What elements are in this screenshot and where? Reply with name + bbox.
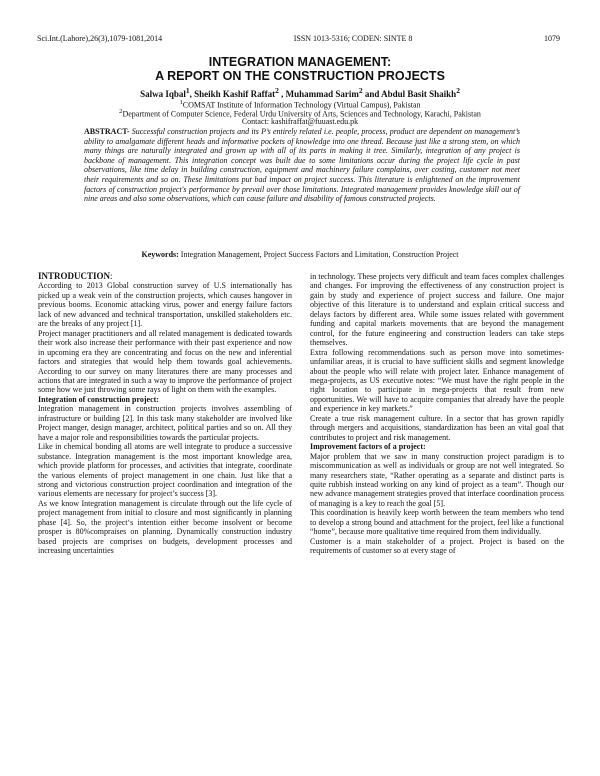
- keywords-label: Keywords:: [141, 250, 179, 259]
- abstract-label: ABSTRACT-: [84, 127, 130, 136]
- paragraph: Integration management in construction projects involves assembling of infrastructure or building [2]. In this task many stakeholder are involved like Project manger, design manager, architect, political parties and so on. All they have a major role and responsibilities towards the particular projects.: [38, 404, 292, 442]
- paragraph: This coordination is heavily keep worth between the team members who tend to develop a strong bound and attachment for the project, feel like a functional “home”, because more qualitative time required from them individually.: [310, 508, 564, 537]
- author-4: and Abdul Basit Shaikh: [362, 89, 457, 99]
- journal-citation: Sci.Int.(Lahore),26(3),1079-1081,2014: [37, 34, 163, 43]
- issn-coden: ISSN 1013-5316; CODEN: SINTE 8: [293, 34, 413, 43]
- section-heading-introduction: INTRODUCTION:: [38, 271, 113, 281]
- paragraph: Project manager practitioners and all related management is dedicated towards their work also increase their performance with their past experience and now in upcoming era they are concentrating and focus on the new and inferential factors and strategies that would help them towards goal achievements. According to our survey on many literatures there are many processes and actions that are integrated in such a way to improve the performance of project some how we just throwing some rays of light on them with the examples.: [38, 328, 292, 395]
- keywords-text: Integration Management, Project Success Factors and Limitation, Construction Project: [178, 250, 459, 259]
- body-column-left: [38, 272, 292, 556]
- contact-email: Contact: kashifraffat@fuuast.edu.pk: [241, 117, 359, 126]
- author-1: Salwa Iqbal: [140, 89, 186, 99]
- author-3: , Muhammad Sarim: [278, 89, 359, 99]
- paper-title: [0, 55, 600, 83]
- author-2-affil: 2: [275, 86, 279, 95]
- affiliation-1-text: COMSAT Institute of Information Technology (Virtual Campus), Pakistan: [182, 100, 421, 110]
- author-4-affil: 2: [456, 86, 460, 95]
- author-2: , Sheikh Kashif Raffat: [189, 89, 276, 99]
- paragraph: Extra following recommendations such as person move into sometimes-unfamiliar areas, it is crucial to have sufficient skills and segment knowledge about the people who will relate with project later. Enhance management of mega-projects, as US executive notes: “We must have the right people in the right location to participate in mega-projects that result from new opportunities. We will have to acquire companies that already have the people and experience in key markets.”: [310, 347, 564, 414]
- author-3-affil: 2: [358, 86, 363, 95]
- paragraph: As we know Integration management is circulate through out the life cycle of project management from initial to closure and most significantly in planning phase [4]. So, the project‘s intention either become insolvent or become prosper is 80%compraises on planning. Dynamically construction industry based projects are comprises on budgets, development processes and increasing uncertainties: [38, 498, 292, 556]
- page-number: 1079: [543, 34, 560, 43]
- paragraph: According to 2013 Global construction survey of U.S internationally has picked up a weak vein of the construction projects, which causes hangover in previous booms. Economic attacking virus, power and energy failure factors lack of new advanced and technical transportation, unskilled stakeholders etc. are the breaks of any project [1].: [38, 281, 292, 329]
- body-column-right: [310, 272, 564, 556]
- running-header: [37, 34, 560, 43]
- title-line-1: INTEGRATION MANAGEMENT:: [208, 55, 392, 69]
- title-line-2: A REPORT ON THE CONSTRUCTION PROJECTS: [155, 69, 445, 83]
- paragraph: in technology. These projects very difficult and team faces complex challenges and changes. For improving the effectiveness of any construction project is gain by study and experience of project success and failure. One major objective of this literature is to understand and explain critical success and delays factors by different area. While some issues related with government funding and capital markets movements that are beyond the management control, for the future engineering and construction leaders can take steps themselves.: [310, 272, 564, 348]
- section-heading-integration: Integration of construction project:: [38, 394, 159, 404]
- author-1-affil: 1: [185, 86, 190, 95]
- paragraph: Major problem that we saw in many construction project paradigm is to miscommunication as well as individuals or group are not well integrated. So many researchers state, “Rather operating as a separate and distinct parts is quite rubbish instead working on any kind of project as a team”. Though our new advance management strategies proved that interface coordination process of managing is a key to reach the goal [5].: [310, 451, 564, 508]
- affiliation-2-marker: 2: [119, 108, 123, 115]
- paragraph: Customer is a main stakeholder of a project. Project is based on the requirements of customer so at every stage of: [310, 536, 564, 556]
- paragraph: Like in chemical bonding all atoms are well integrate to produce a successive substance. Integration management is the most important knowledge area, which provide platform for processes, and activities that integrate, coordinate the various elements of project management in one chain. Just like that a strong and victorious construction project coordination and integration of the various elements are necessary for project’s success [3].: [38, 442, 292, 499]
- section-heading-improvement: Improvement factors of a project:: [310, 442, 426, 452]
- abstract: [84, 127, 520, 204]
- keywords: [0, 250, 600, 259]
- paragraph: Create a true risk management culture. In a sector that has grown rapidly through mergers and acquisitions, standardization has been an vital goal that contributes to project and risk management.: [310, 413, 564, 442]
- affiliation-2-text: Department of Computer Science, Federal Urdu University of Arts, Sciences and Technology, Karachi, Pakistan: [122, 109, 481, 119]
- abstract-text: Successful construction projects and its P’s entirely related i.e. people, process, product are dependent on management’s ability to amalgamate different heads and informative pockets of knowledge into one thread. Because just like a strong stem, on which many things are naturally integrated and grown up with all of its parts in making it tree. Similarly, integration of any project is backbone of management. This integration concept was built due to some limitations occur during the project life cycle in past observations, like time delay in building construction, equipment and machinery failure complains, over costing, customer not meet their requirements and so on. These limitations put bad impact on project success. This literature is enlightened on the improvement factors of construction project's performance by prevail over those limitations. Integrated management provides knowledge skill out of nine areas and also some observations, which can cause failure and disability of famous constructed projects.: [84, 127, 520, 204]
- affiliation-1-marker: 1: [179, 99, 183, 106]
